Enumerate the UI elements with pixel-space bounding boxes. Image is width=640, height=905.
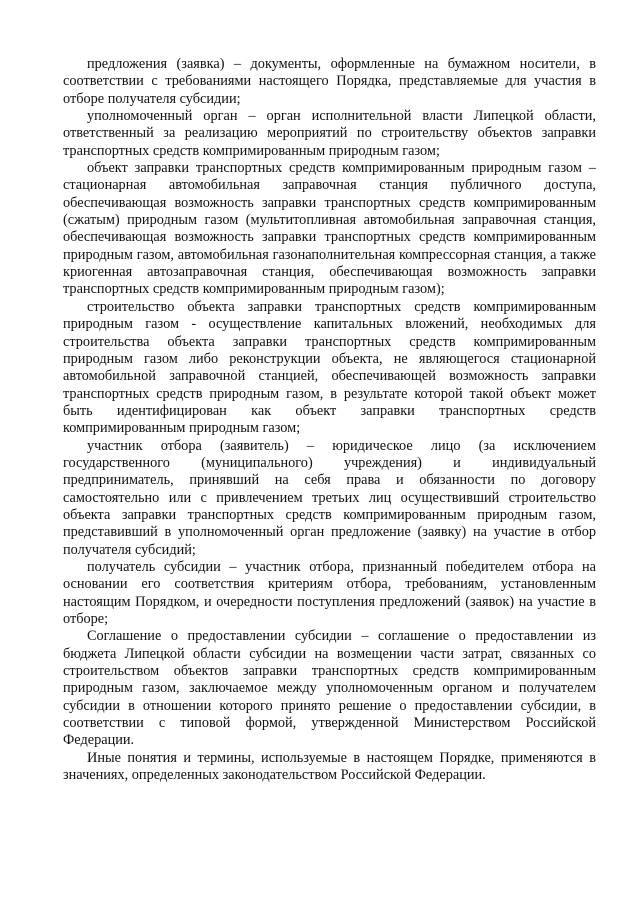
paragraph-subsidy-agreement-definition: Соглашение о предоставлении субсидии – соглашение о предоставлении из бюджета Липецкой области субсидии на возмещении части затрат, связанных со строительством объектов заправки транспортных средств компримированным природным газом, заключаемое между уполномоченным органом и получателем субсидии в отношении которого принято решение о предоставлении субсидии, в соответствии с типовой формой, утвержденной Министерством Российской Федерации. bbox=[63, 628, 596, 749]
paragraph-authorized-body-definition: уполномоченный орган – орган исполнительной власти Липецкой области, ответственный за реализацию мероприятий по строительству объектов заправки транспортных средств компримированным природным газом; bbox=[63, 108, 596, 159]
paragraph-construction-definition: строительство объекта заправки транспортных средств компримированным природным газом - осуществление капитальных вложений, необходимых для строительства объекта заправки транспортных средств компримированным природным газом либо реконструкции объекта, не являющегося стационарной автомобильной заправочной станцией, обеспечивающей возможность заправки транспортных средств природным газом, в результате которой такой объект может быть идентифицирован как объект заправки транспортных средств компримированным природным газом; bbox=[63, 298, 596, 437]
paragraph-other-terms: Иные понятия и термины, используемые в настоящем Порядке, применяются в значениях, определенных законодательством Российской Федерации. bbox=[63, 749, 596, 784]
paragraph-subsidy-recipient-definition: получатель субсидии – участник отбора, признанный победителем отбора на основании его соответствия критериям отбора, требованиям, установленным настоящим Порядком, и очередности поступления предложений (заявок) на участие в отборе; bbox=[63, 558, 596, 627]
paragraph-proposal-definition: предложения (заявка) – документы, оформленные на бумажном носители, в соответствии с требованиями настоящего Порядка, представляемые для участия в отборе получателя субсидии; bbox=[63, 56, 596, 107]
paragraph-gas-station-object-definition: объект заправки транспортных средств компримированным природным газом – стационарная автомобильная заправочная станция публичного доступа, обеспечивающая возможность заправки транспортных средств компримированным (сжатым) природным газом (мультитопливная автомобильная заправочная станция, обеспечивающая возможность заправки транспортных средств компримированным природным газом, автомобильная газонаполнительная компрессорная станция, а также криогенная автозаправочная станция, обеспечивающая возможность заправки транспортных средств компримированным природным газом); bbox=[63, 160, 596, 298]
document-page bbox=[63, 56, 596, 784]
paragraph-selection-participant-definition: участник отбора (заявитель) – юридическое лицо (за исключением государственного (муниципального) учреждения) и индивидуальный предприниматель, принявший на себя права и обязанности по договору самостоятельно или с привлечением третьих лиц осуществивший строительство объекта заправки транспортных средств компримированным природным газом, представивший в уполномоченный орган предложение (заявку) на участие в отбор получателя субсидий; bbox=[63, 437, 596, 558]
